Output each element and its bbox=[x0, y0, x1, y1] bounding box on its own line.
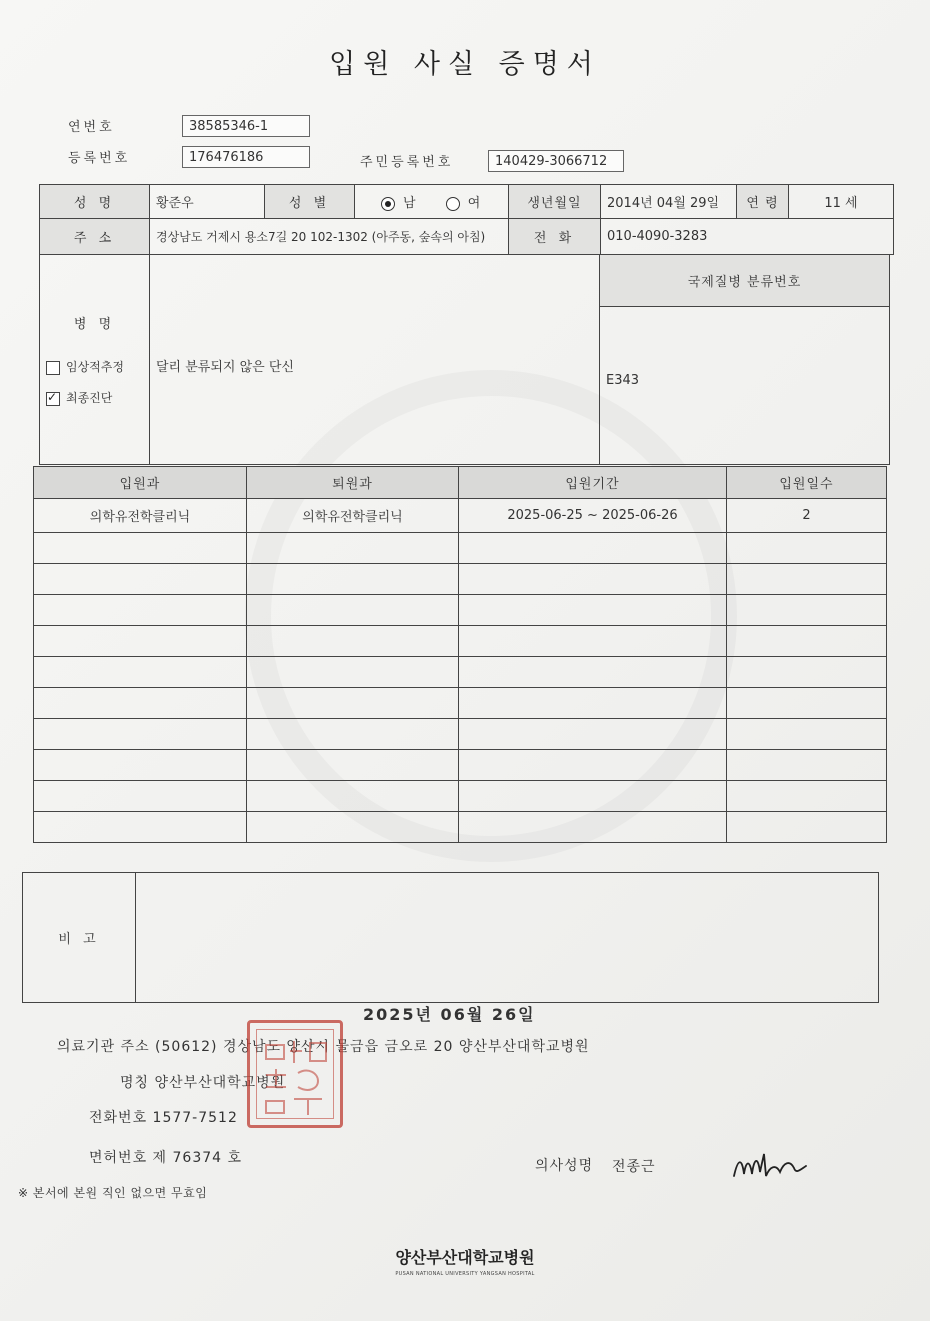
admission-table bbox=[33, 466, 887, 843]
icd-label: 국제질병 분류번호 bbox=[600, 255, 890, 307]
admit-dept: 의학유전학클리닉 bbox=[34, 499, 247, 533]
table-row bbox=[34, 688, 887, 719]
birth-label: 생년월일 bbox=[509, 185, 601, 219]
patient-no-label: 등록번호 bbox=[68, 151, 131, 166]
institution-address: 의료기관 주소 (50612) 경상남도 양산시 물금읍 금오로 20 양산부산대학교병원 bbox=[57, 1039, 590, 1055]
license-number: 면허번호 제 76374 호 bbox=[89, 1150, 243, 1166]
table-row bbox=[34, 750, 887, 781]
sex-female-radio[interactable] bbox=[446, 196, 481, 211]
sex-male-label: 남 bbox=[403, 196, 416, 211]
patient-no-value: 176476186 bbox=[182, 146, 310, 168]
issue-date: 2025년 06월 26일 bbox=[363, 1005, 536, 1024]
page-title: 입원 사실 증명서 bbox=[329, 49, 601, 80]
patient-name: 황준우 bbox=[150, 185, 265, 219]
institution-name: 명칭 양산부산대학교병원 bbox=[120, 1075, 286, 1091]
reg-no-value: 38585346-1 bbox=[182, 115, 310, 137]
age-label: 연 령 bbox=[737, 185, 789, 219]
admission-period-header: 입원기간 bbox=[459, 467, 727, 499]
diagnosis-name: 달리 분류되지 않은 단신 bbox=[150, 255, 600, 465]
admission-period: 2025-06-25 ~ 2025-06-26 bbox=[459, 499, 727, 533]
address-value: 경상남도 거제시 용소7길 20 102-1302 (아주동, 숲속의 아침) bbox=[150, 219, 509, 255]
discharge-dept: 의학유전학클리닉 bbox=[247, 499, 459, 533]
reg-no-label: 연번호 bbox=[68, 120, 115, 135]
table-row bbox=[34, 595, 887, 626]
institution-phone: 전화번호 1577-7512 bbox=[89, 1110, 238, 1126]
resident-no-label: 주민등록번호 bbox=[360, 155, 454, 170]
final-diagnosis-option[interactable] bbox=[46, 389, 143, 406]
remarks-table bbox=[22, 872, 879, 1003]
table-row bbox=[34, 781, 887, 812]
icd-code: E343 bbox=[600, 307, 890, 465]
table-row bbox=[34, 626, 887, 657]
clinical-estimate-label: 임상적추정 bbox=[66, 360, 124, 374]
diagnosis-label: 병 명 bbox=[73, 317, 116, 332]
sex-label: 성 별 bbox=[265, 185, 355, 219]
table-row bbox=[34, 564, 887, 595]
remarks-label: 비 고 bbox=[23, 873, 136, 1003]
patient-info-table bbox=[39, 184, 894, 255]
age-value: 11 세 bbox=[789, 185, 894, 219]
table-row bbox=[34, 657, 887, 688]
hospital-logo-subtitle: PUSAN NATIONAL UNIVERSITY YANGSAN HOSPITAL bbox=[395, 1271, 535, 1277]
diagnosis-table bbox=[39, 254, 890, 465]
doctor-label: 의사성명 bbox=[535, 1158, 594, 1174]
name-label: 성 명 bbox=[40, 185, 150, 219]
phone-label: 전 화 bbox=[509, 219, 601, 255]
address-label: 주 소 bbox=[40, 219, 150, 255]
resident-no-value: 140429-3066712 bbox=[488, 150, 624, 172]
admit-dept-header: 입원과 bbox=[34, 467, 247, 499]
table-row bbox=[34, 499, 887, 533]
hospital-seal-stamp bbox=[247, 1020, 343, 1128]
sex-male-radio[interactable] bbox=[381, 196, 416, 211]
diagnosis-label-cell bbox=[40, 255, 150, 465]
admission-days-header: 입원일수 bbox=[727, 467, 887, 499]
table-row bbox=[34, 812, 887, 843]
admission-header-row bbox=[34, 467, 887, 499]
phone-value: 010-4090-3283 bbox=[601, 219, 894, 255]
birth-date: 2014년 04월 29일 bbox=[601, 185, 737, 219]
doctor-signature bbox=[730, 1148, 810, 1184]
table-row bbox=[34, 533, 887, 564]
hospital-logo bbox=[0, 1245, 930, 1277]
admission-days: 2 bbox=[727, 499, 887, 533]
discharge-dept-header: 퇴원과 bbox=[247, 467, 459, 499]
doctor-name: 전종근 bbox=[612, 1159, 656, 1175]
sex-female-label: 여 bbox=[467, 196, 481, 211]
final-diagnosis-label: 최종진단 bbox=[66, 391, 113, 405]
remarks-content bbox=[136, 873, 879, 1003]
hospital-logo-name: 양산부산대학교병원 bbox=[395, 1248, 535, 1267]
sex-options bbox=[355, 185, 509, 219]
validity-note: ※ 본서에 본원 직인 없으면 무효임 bbox=[18, 1186, 208, 1200]
clinical-estimate-option[interactable] bbox=[46, 358, 143, 375]
table-row bbox=[34, 719, 887, 750]
